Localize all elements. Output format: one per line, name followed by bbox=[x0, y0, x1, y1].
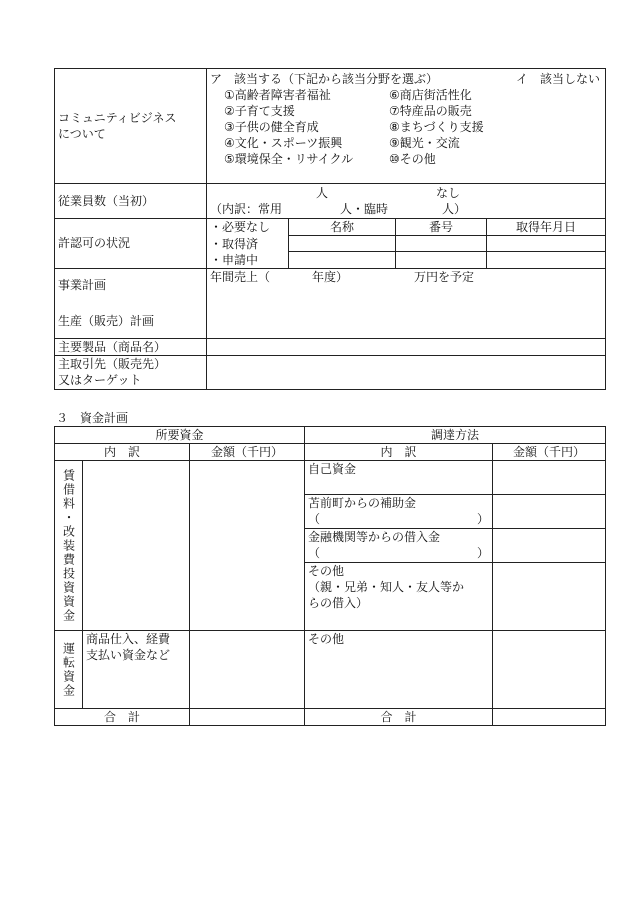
field-option[interactable]: ⑧まちづくり支援 bbox=[389, 120, 484, 134]
business-plan-field[interactable] bbox=[207, 268, 606, 338]
community-label-line1: コミュニティビジネス bbox=[58, 111, 177, 125]
products-field[interactable] bbox=[207, 338, 606, 355]
own-funds-row bbox=[55, 461, 606, 495]
business-plan-label bbox=[55, 268, 207, 338]
paren-close: ） bbox=[477, 512, 490, 526]
own-funds-label: 自己資金 bbox=[305, 461, 493, 495]
required-amount-header: 金額（千円） bbox=[190, 444, 305, 461]
bank-loan-amount[interactable] bbox=[493, 529, 606, 563]
employees-breakdown-end: 人） bbox=[442, 202, 467, 216]
community-label-line2: について bbox=[58, 127, 106, 141]
employees-breakdown-regular: （内訳：常用 bbox=[210, 202, 283, 216]
procurement-total-label: 合 計 bbox=[305, 709, 493, 726]
procurement-total-amount[interactable] bbox=[493, 709, 606, 726]
field-option[interactable]: ③子供の健全育成 bbox=[224, 120, 319, 134]
procurement-header: 調達方法 bbox=[305, 427, 606, 444]
other-loan-amount[interactable] bbox=[493, 563, 606, 631]
subsidy-label: 苫前町からの補助金 bbox=[308, 496, 417, 510]
own-funds-amount[interactable] bbox=[493, 461, 606, 495]
other-loan-label: その他 bbox=[308, 564, 345, 578]
permit-date-field[interactable] bbox=[487, 252, 606, 269]
section-3-title: ３ 資金計画 bbox=[56, 411, 129, 425]
operating-detail-2: 支払い資金など bbox=[86, 648, 171, 662]
funding-header-row bbox=[55, 427, 606, 444]
paren-open: （ bbox=[308, 546, 321, 560]
business-info-table bbox=[54, 68, 606, 390]
employees-none-option[interactable]: なし bbox=[436, 186, 461, 200]
customers-label-2: 又はターゲット bbox=[58, 373, 142, 387]
field-option[interactable]: ②子育て支援 bbox=[224, 104, 295, 118]
total-row bbox=[55, 709, 606, 726]
paren-close: ） bbox=[477, 546, 490, 560]
rent-amount-field[interactable] bbox=[190, 461, 305, 631]
required-breakdown-header: 内 訳 bbox=[55, 444, 190, 461]
rent-investment-label: 賃借料・改装費投資資金 bbox=[61, 468, 76, 623]
subsidy-cell[interactable] bbox=[305, 495, 493, 529]
field-option[interactable]: ⑦特産品の販売 bbox=[389, 104, 472, 118]
permit-number-field[interactable] bbox=[396, 252, 487, 269]
business-plan-row bbox=[55, 268, 606, 338]
bank-loan-label: 金融機関等からの借入金 bbox=[308, 530, 441, 544]
community-option-b[interactable]: イ 該当しない bbox=[515, 72, 600, 86]
operating-amount-field[interactable] bbox=[190, 631, 305, 709]
products-row bbox=[55, 338, 606, 355]
funding-plan-table bbox=[54, 426, 606, 726]
field-option[interactable]: ⑩その他 bbox=[389, 152, 436, 166]
employees-unit: 人 bbox=[316, 186, 329, 200]
permit-header-date: 取得年月日 bbox=[487, 219, 606, 236]
community-field-list bbox=[210, 87, 602, 167]
bank-loan-cell[interactable] bbox=[305, 529, 493, 563]
employees-row bbox=[55, 184, 606, 219]
annual-sales-suffix: 万円を予定 bbox=[414, 269, 475, 284]
required-total-label: 合 計 bbox=[55, 709, 190, 726]
customers-row bbox=[55, 355, 606, 389]
operating-funds-label: 運転資金 bbox=[61, 641, 76, 698]
business-plan-label-2: 生産（販売）計画 bbox=[58, 313, 155, 328]
community-option-a[interactable]: ア 該当する（下記から該当分野を選ぶ） bbox=[210, 72, 439, 86]
operating-detail-1: 商品仕入、経費 bbox=[86, 632, 171, 646]
paren-open: （ bbox=[308, 512, 321, 526]
community-row bbox=[55, 69, 606, 184]
community-label bbox=[55, 69, 207, 184]
operating-label-cell bbox=[55, 631, 83, 709]
annual-sales-prefix: 年間売上（ bbox=[210, 269, 271, 284]
permits-label: 許認可の状況 bbox=[55, 219, 207, 269]
permit-header-name: 名称 bbox=[289, 219, 396, 236]
community-options-cell[interactable] bbox=[207, 69, 606, 184]
other-loan-detail-1: （親・兄弟・知人・友人等か bbox=[308, 580, 465, 594]
required-funds-header: 所要資金 bbox=[55, 427, 305, 444]
permit-date-field[interactable] bbox=[487, 236, 606, 252]
customers-field[interactable] bbox=[207, 355, 606, 389]
operating-breakdown-cell[interactable] bbox=[83, 631, 190, 709]
permits-row-1 bbox=[55, 219, 606, 236]
rent-breakdown-field[interactable] bbox=[83, 461, 190, 631]
operating-other-amount[interactable] bbox=[493, 631, 606, 709]
other-loan-detail-2: らの借入） bbox=[308, 596, 369, 610]
field-option[interactable]: ⑥商店街活性化 bbox=[389, 88, 472, 102]
permit-number-field[interactable] bbox=[396, 236, 487, 252]
annual-sales-year: 年度） bbox=[312, 269, 349, 284]
products-label: 主要製品（商品名） bbox=[55, 338, 207, 355]
operating-other-label: その他 bbox=[305, 631, 493, 709]
permit-name-field[interactable] bbox=[289, 236, 396, 252]
permit-option-applying[interactable]: ・申請中 bbox=[207, 252, 289, 269]
funding-subheader-row bbox=[55, 444, 606, 461]
customers-label bbox=[55, 355, 207, 389]
customers-label-1: 主取引先（販売先） bbox=[58, 357, 167, 371]
field-option[interactable]: ①高齢者障害者福祉 bbox=[224, 88, 331, 102]
operating-funds-row bbox=[55, 631, 606, 709]
employees-cell[interactable] bbox=[207, 184, 606, 219]
permit-option-acquired[interactable]: ・取得済 bbox=[207, 236, 289, 252]
field-option[interactable]: ⑤環境保全・リサイクル bbox=[224, 152, 354, 166]
procurement-breakdown-header: 内 訳 bbox=[305, 444, 493, 461]
field-option[interactable]: ⑨観光・交流 bbox=[389, 136, 460, 150]
permit-option-not-needed[interactable]: ・必要なし bbox=[207, 219, 289, 236]
business-plan-label-1: 事業計画 bbox=[58, 277, 107, 292]
employees-breakdown-temp: 人・臨時 bbox=[340, 202, 389, 216]
field-option[interactable]: ④文化・スポーツ振興 bbox=[224, 136, 343, 150]
required-total-amount[interactable] bbox=[190, 709, 305, 726]
permit-header-number: 番号 bbox=[396, 219, 487, 236]
procurement-amount-header: 金額（千円） bbox=[493, 444, 606, 461]
other-loan-cell[interactable] bbox=[305, 563, 493, 631]
subsidy-amount[interactable] bbox=[493, 495, 606, 529]
rent-investment-label-cell bbox=[55, 461, 83, 631]
employees-label: 従業員数（当初） bbox=[55, 184, 207, 219]
permit-name-field[interactable] bbox=[289, 252, 396, 269]
